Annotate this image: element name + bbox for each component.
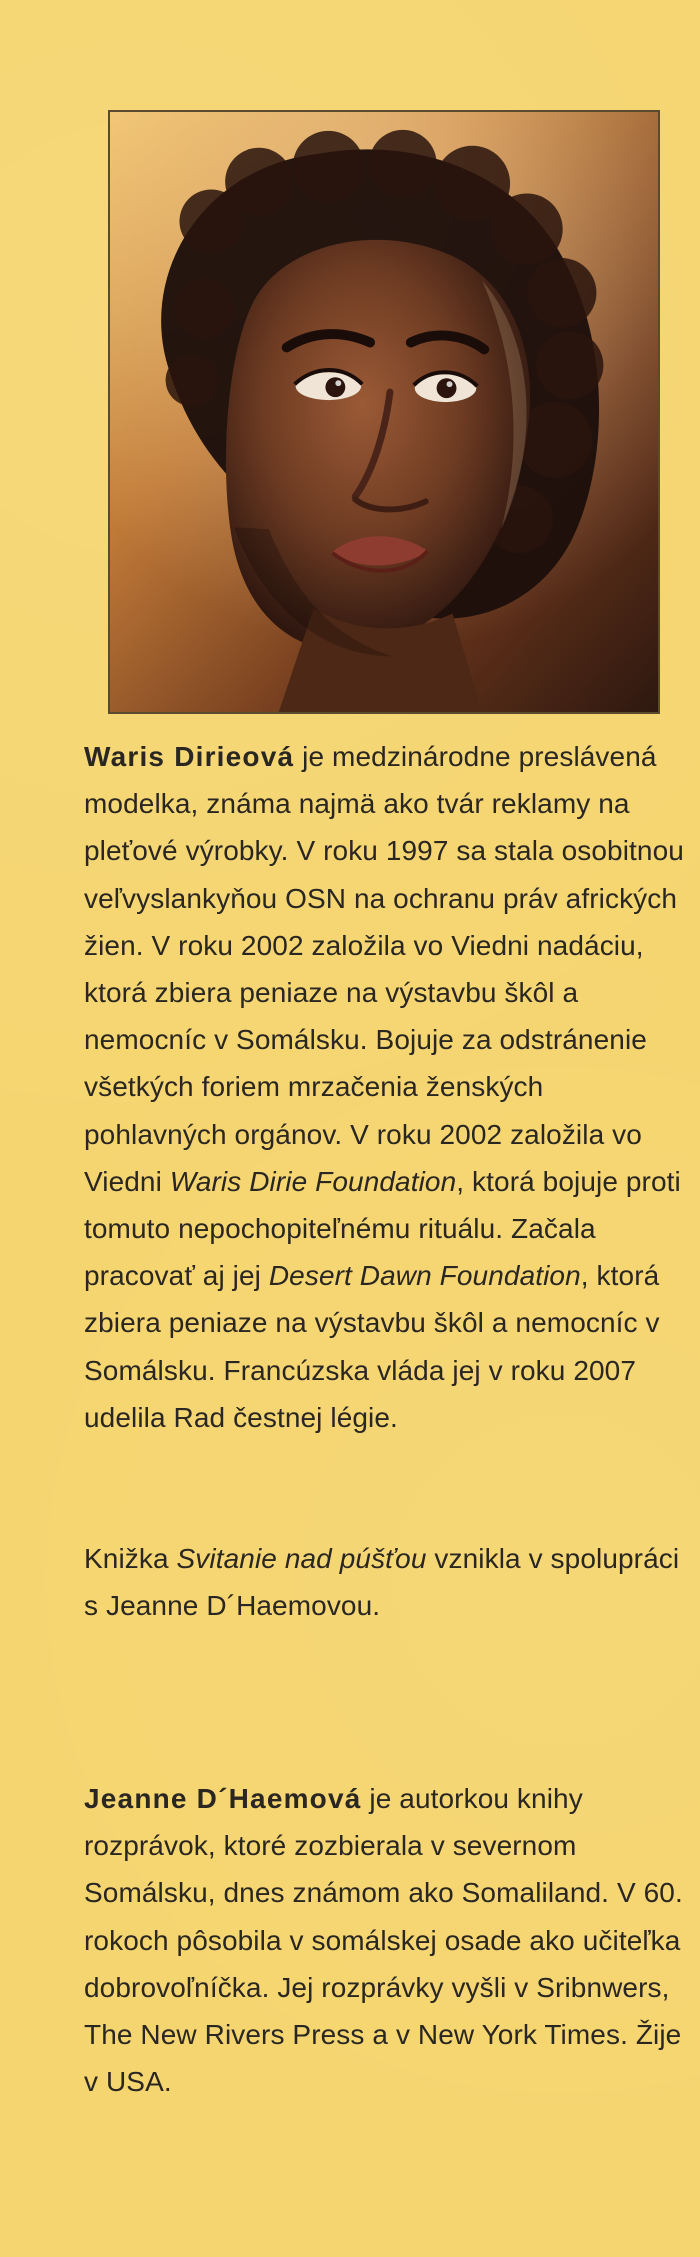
book-title: Svitanie nad púšťou — [176, 1543, 427, 1574]
book-note-suffix: vznikla v spolupráci s Jeanne D´Haemovou. — [84, 1543, 680, 1622]
bio-1-part-3: , ktorá zbiera peniaze na výstavbu škôl a nemocníc v Somálsku. Francúzska vláda jej v roku 2007 udelila Rad čestnej légie. — [84, 1260, 660, 1433]
author-photo — [108, 110, 660, 714]
author-name-waris: Waris Dirieová — [84, 741, 295, 772]
author-bio-2 — [84, 1775, 684, 2105]
book-note — [84, 1535, 684, 1629]
bio-1-part-1: je medzinárodne preslávená modelka, známa najmä ako tvár reklamy na pleťové výrobky. V roku 1997 sa stala osobitnou veľvyslankyňou OSN na ochranu práv afrických žien. V roku 2002 založila vo Viedni nadáciu, ktorá zbiera peniaze na výstavbu škôl a nemocníc v Somálsku. Bojuje za odstránenie všetkých foriem mrzačenia ženských pohlavných orgánov. V roku 2002 založila vo Viedni — [84, 741, 684, 1197]
bio-2-text: je autorkou knihy rozprávok, ktoré zozbierala v severnom Somálsku, dnes známom ako Somaliland. V 60. rokoch pôsobila v somálskej osade ako učiteľka dobrovoľníčka. Jej rozprávky vyšli v Sribnwers, The New Rivers Press a v New York Times. Žije v USA. — [84, 1783, 683, 2098]
author-name-jeanne: Jeanne D´Haemová — [84, 1783, 362, 1814]
foundation-name-1: Waris Dirie Foundation — [169, 1165, 457, 1197]
foundation-name-2: Desert Dawn Foundation — [268, 1260, 581, 1292]
portrait-image — [110, 112, 658, 712]
bio-1-part-2: , ktorá bojuje proti tomuto nepochopiteľnému rituálu. Začala pracovať aj jej — [84, 1165, 681, 1292]
book-note-prefix: Knižka — [84, 1543, 177, 1574]
author-bio-1 — [84, 733, 684, 1441]
